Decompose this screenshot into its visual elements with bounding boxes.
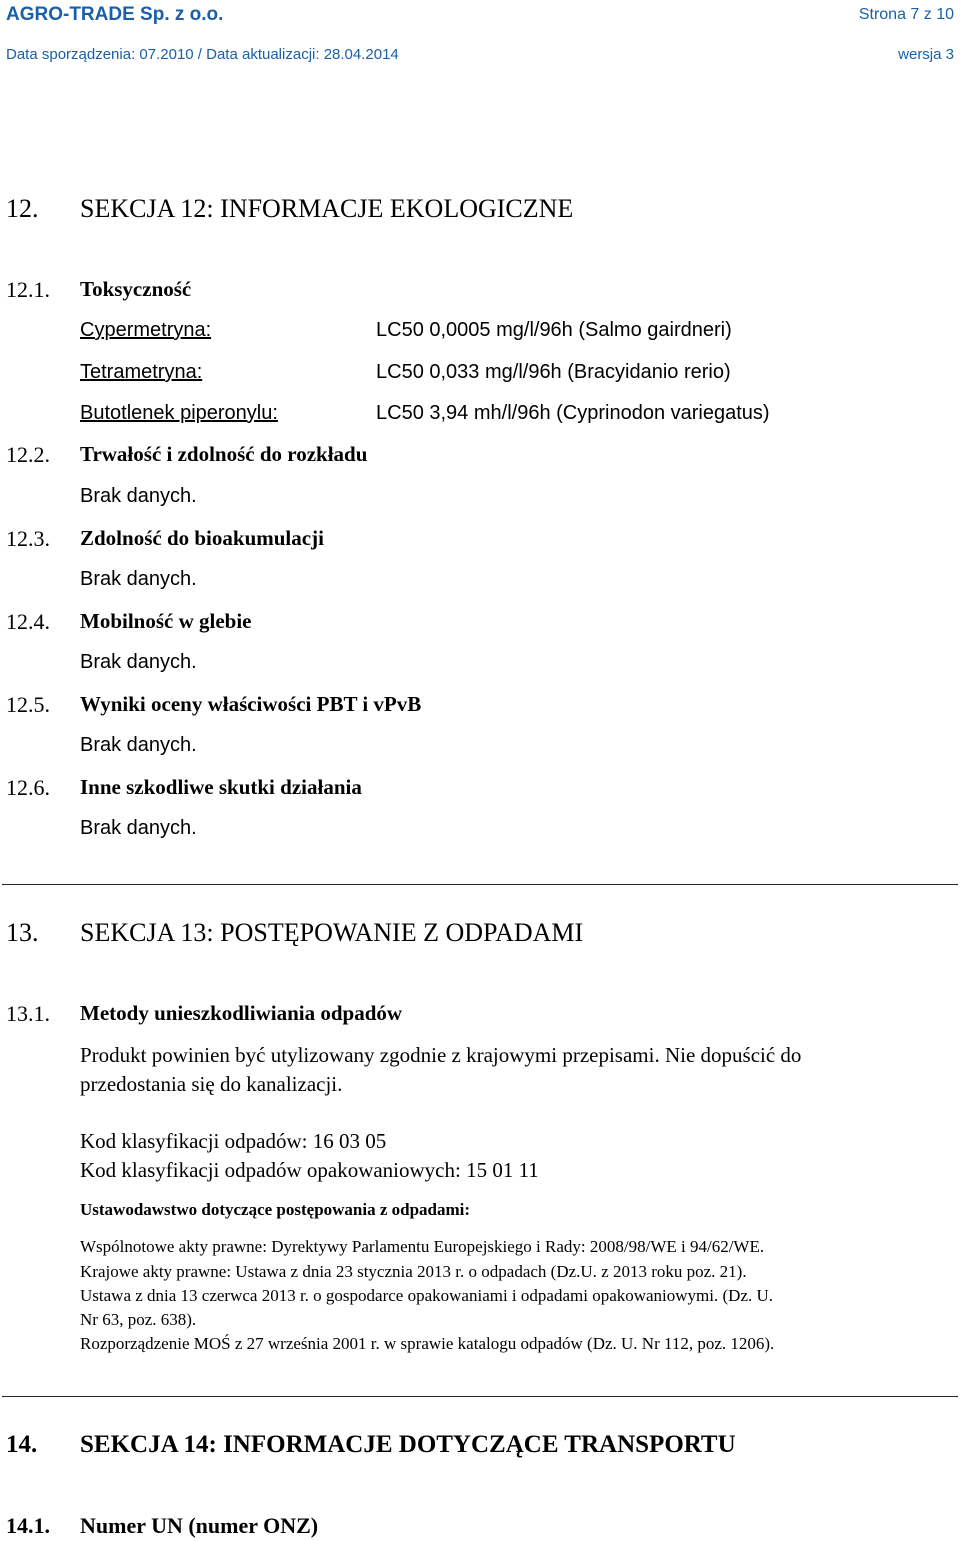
subsection-title: Zdolność do bioakumulacji [80, 526, 324, 550]
subsection-number: 12.5. [6, 692, 50, 717]
toxicity-value: LC50 3,94 mh/l/96h (Cyprinodon variegatus) [376, 402, 770, 424]
company-name: AGRO-TRADE Sp. z o.o. [6, 4, 224, 25]
subsection-title: Mobilność w glebie [80, 609, 252, 633]
disposal-text-line: Produkt powinien być utylizowany zgodnie z krajowymi przepisami. Nie dopuścić do [80, 1043, 802, 1067]
legislation-line: Ustawa z dnia 13 czerwca 2013 r. o gospodarce opakowaniami i odpadami opakowaniowymi. (Dz. U. [80, 1286, 774, 1305]
subsection-14-1-number: 14.1. [6, 1513, 50, 1538]
subsection-text: Brak danych. [80, 568, 197, 590]
subsection-number: 12.6. [6, 775, 50, 800]
legislation-line: Krajowe akty prawne: Ustawa z dnia 23 stycznia 2013 r. o odpadach (Dz.U. z 2013 roku poz. 21). [80, 1262, 747, 1281]
toxicity-substance: Cypermetryna: [80, 319, 212, 341]
section-divider [2, 884, 958, 885]
toxicity-substance: Butotlenek piperonylu: [80, 402, 278, 424]
legislation-heading: Ustawodawstwo dotyczące postępowania z odpadami: [80, 1200, 471, 1219]
subsection-text: Brak danych. [80, 485, 197, 507]
waste-code: Kod klasyfikacji odpadów: 16 03 05 [80, 1129, 387, 1153]
legislation-line: Rozporządzenie MOŚ z 27 września 2001 r. w sprawie katalogu odpadów (Dz. U. Nr 112, poz. 1206). [80, 1334, 775, 1353]
section-13-title: SEKCJA 13: POSTĘPOWANIE Z ODPADAMI [80, 918, 584, 947]
subsection-14-1-title: Numer UN (numer ONZ) [80, 1513, 319, 1538]
subsection-number: 12.2. [6, 442, 50, 467]
packaging-waste-code: Kod klasyfikacji odpadów opakowaniowych: 15 01 11 [80, 1158, 539, 1182]
toxicity-substance: Tetrametryna: [80, 361, 203, 383]
document-version: wersja 3 [898, 46, 954, 63]
subsection-text: Brak danych. [80, 817, 197, 839]
subsection-title: Wyniki oceny właściwości PBT i vPvB [80, 692, 422, 716]
subsection-number: 12.4. [6, 609, 50, 634]
subsection-title: Trwałość i zdolność do rozkładu [80, 442, 368, 466]
document-dates: Data sporządzenia: 07.2010 / Data aktualizacji: 28.04.2014 [6, 46, 399, 63]
subsection-13-1-number: 13.1. [6, 1001, 50, 1026]
legislation-line: Nr 63, poz. 638). [80, 1310, 197, 1329]
subsection-number: 12.3. [6, 526, 50, 551]
subsection-text: Brak danych. [80, 651, 197, 673]
subsection-12-1-title: Toksyczność [80, 277, 192, 301]
subsection-title: Inne szkodliwe skutki działania [80, 775, 362, 799]
disposal-text-line: przedostania się do kanalizacji. [80, 1072, 343, 1096]
section-13-number: 13. [6, 918, 39, 947]
section-14-title: SEKCJA 14: INFORMACJE DOTYCZĄCE TRANSPORTU [80, 1431, 736, 1458]
legislation-line: Wspólnotowe akty prawne: Dyrektywy Parlamentu Europejskiego i Rady: 2008/98/WE i 94/62/WE. [80, 1237, 765, 1256]
section-12-title: SEKCJA 12: INFORMACJE EKOLOGICZNE [80, 194, 574, 223]
toxicity-value: LC50 0,033 mg/l/96h (Bracyidanio rerio) [376, 361, 731, 383]
subsection-text: Brak danych. [80, 734, 197, 756]
section-14-number: 14. [6, 1431, 38, 1458]
subsection-12-1-number: 12.1. [6, 277, 50, 302]
page-number: Strona 7 z 10 [858, 6, 954, 23]
section-12-number: 12. [6, 194, 39, 223]
toxicity-value: LC50 0,0005 mg/l/96h (Salmo gairdneri) [376, 319, 732, 341]
section-divider [2, 1396, 958, 1397]
subsection-13-1-title: Metody unieszkodliwiania odpadów [80, 1001, 403, 1025]
